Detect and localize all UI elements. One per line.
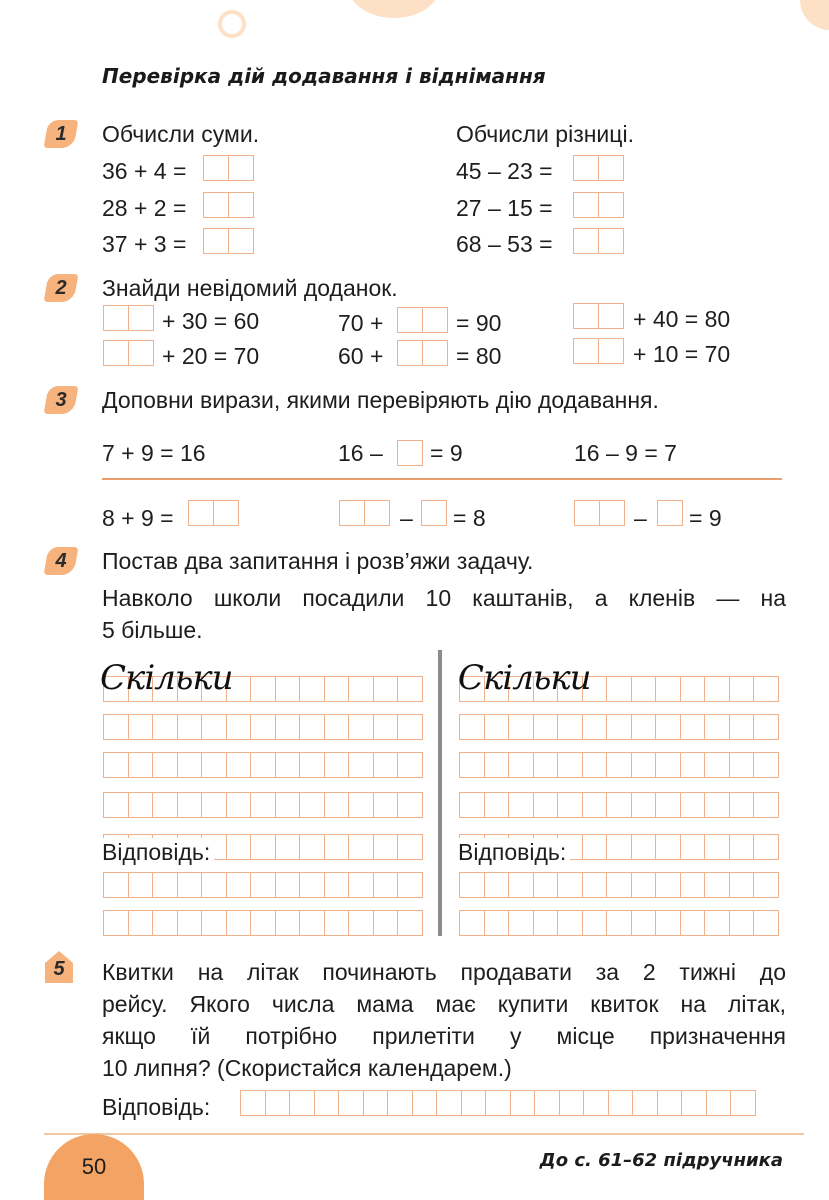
writing-cell[interactable] — [177, 872, 203, 898]
answer-cells[interactable] — [573, 155, 622, 181]
writing-row[interactable] — [459, 792, 778, 818]
writing-cell[interactable] — [582, 910, 608, 936]
writing-cell[interactable] — [201, 910, 227, 936]
writing-cell[interactable] — [557, 872, 583, 898]
writing-cell[interactable] — [324, 676, 350, 702]
writing-cell[interactable] — [753, 910, 779, 936]
writing-cell[interactable] — [655, 910, 681, 936]
writing-cell[interactable] — [704, 910, 730, 936]
writing-cell[interactable] — [753, 676, 779, 702]
writing-cell[interactable] — [373, 834, 399, 860]
answer-cells[interactable] — [421, 500, 446, 526]
writing-cell[interactable] — [508, 714, 534, 740]
writing-cell[interactable] — [152, 752, 178, 778]
equation-text: 16 – 9 = 7 — [574, 440, 677, 466]
writing-cell[interactable] — [459, 714, 485, 740]
writing-row[interactable] — [103, 752, 422, 778]
writing-cell[interactable] — [631, 792, 657, 818]
writing-cell[interactable] — [484, 714, 510, 740]
difference-expression: 68 – 53 = — [456, 231, 553, 257]
answer-cell[interactable] — [608, 1090, 634, 1116]
deco-ring — [218, 10, 246, 38]
answer-cell[interactable] — [338, 1090, 364, 1116]
writing-cell[interactable] — [275, 872, 301, 898]
writing-cell[interactable] — [729, 834, 755, 860]
equation-text: 7 + 9 = 16 — [102, 440, 206, 466]
writing-cell[interactable] — [226, 910, 252, 936]
writing-cell[interactable] — [348, 872, 374, 898]
writing-cell[interactable] — [729, 872, 755, 898]
writing-row[interactable] — [103, 872, 422, 898]
writing-cell[interactable] — [201, 752, 227, 778]
answer-cells[interactable] — [397, 307, 446, 333]
writing-cell[interactable] — [324, 752, 350, 778]
writing-cell[interactable] — [508, 792, 534, 818]
answer-cells[interactable] — [339, 500, 388, 526]
answer-cell[interactable] — [240, 1090, 266, 1116]
answer-cell[interactable] — [289, 1090, 315, 1116]
equation-text: = 9 — [430, 440, 463, 466]
equation-text: 60 + — [338, 343, 384, 369]
writing-cell[interactable] — [704, 792, 730, 818]
writing-cell[interactable] — [348, 714, 374, 740]
answer-cells[interactable] — [203, 192, 252, 218]
sum-expression: 37 + 3 = — [102, 231, 187, 257]
writing-cell[interactable] — [484, 910, 510, 936]
task5-text-line: якщо їй потрібно прилетіти у місце призначення — [102, 1023, 786, 1049]
writing-row[interactable] — [103, 910, 422, 936]
answer-cell[interactable] — [314, 1090, 340, 1116]
writing-cell[interactable] — [324, 714, 350, 740]
task-number-badge: 1 — [44, 120, 79, 148]
answer-cell[interactable] — [387, 1090, 413, 1116]
writing-cell[interactable] — [226, 752, 252, 778]
column-divider — [438, 650, 442, 936]
writing-cell[interactable] — [680, 714, 706, 740]
task-number-badge: 3 — [44, 386, 79, 414]
writing-cell[interactable] — [680, 752, 706, 778]
writing-cell[interactable] — [631, 872, 657, 898]
answer-cell[interactable] — [265, 1090, 291, 1116]
task4-heading: Постав два запитання і розв’яжи задачу. — [102, 548, 534, 574]
writing-cell[interactable] — [606, 834, 632, 860]
answer-cells[interactable] — [573, 338, 622, 364]
answer-cell[interactable] — [485, 1090, 511, 1116]
writing-cell[interactable] — [729, 792, 755, 818]
writing-cell[interactable] — [348, 676, 374, 702]
writing-cell[interactable] — [373, 872, 399, 898]
writing-cell[interactable] — [753, 714, 779, 740]
writing-cell[interactable] — [606, 752, 632, 778]
writing-cell[interactable] — [373, 910, 399, 936]
writing-cell[interactable] — [397, 752, 423, 778]
writing-cell[interactable] — [128, 872, 154, 898]
writing-cell[interactable] — [373, 752, 399, 778]
equation-text: – — [634, 505, 647, 531]
writing-cell[interactable] — [606, 792, 632, 818]
equation-text: + 40 = 80 — [633, 306, 731, 332]
writing-cell[interactable] — [250, 834, 276, 860]
writing-cell[interactable] — [397, 834, 423, 860]
writing-cell[interactable] — [152, 910, 178, 936]
equation-text: 8 + 9 = — [102, 505, 174, 531]
writing-row[interactable] — [459, 910, 778, 936]
writing-cell[interactable] — [680, 872, 706, 898]
equation-text: 70 + — [338, 310, 384, 336]
writing-cell[interactable] — [631, 834, 657, 860]
writing-cell[interactable] — [152, 872, 178, 898]
writing-cell[interactable] — [655, 752, 681, 778]
writing-cell[interactable] — [484, 792, 510, 818]
equation-text: + 30 = 60 — [162, 308, 260, 334]
answer-cell[interactable] — [436, 1090, 462, 1116]
task5-text-line: Квитки на літак починають продавати за 2 тижні до — [102, 959, 786, 985]
task3-heading: Доповни вирази, якими перевіряють дію додавання. — [102, 387, 659, 413]
writing-cell[interactable] — [582, 752, 608, 778]
writing-cell[interactable] — [275, 910, 301, 936]
writing-cell[interactable] — [373, 714, 399, 740]
writing-cell[interactable] — [299, 834, 325, 860]
task5-text-line: 10 липня? (Скористайся календарем.) — [102, 1055, 512, 1081]
task4-problem-line: 5 більше. — [102, 617, 203, 643]
writing-cell[interactable] — [655, 676, 681, 702]
writing-cell[interactable] — [103, 872, 129, 898]
writing-cell[interactable] — [459, 792, 485, 818]
writing-cell[interactable] — [704, 834, 730, 860]
writing-cell[interactable] — [484, 752, 510, 778]
writing-cell[interactable] — [704, 872, 730, 898]
writing-row[interactable] — [459, 872, 778, 898]
writing-cell[interactable] — [753, 872, 779, 898]
writing-cell[interactable] — [397, 872, 423, 898]
task5-text-line: рейсу. Якого числа мама має купити квиток на літак, — [102, 991, 786, 1017]
writing-cell[interactable] — [680, 834, 706, 860]
writing-cell[interactable] — [348, 752, 374, 778]
writing-cell[interactable] — [582, 834, 608, 860]
writing-cell[interactable] — [177, 792, 203, 818]
writing-cell[interactable] — [655, 792, 681, 818]
writing-cell[interactable] — [704, 676, 730, 702]
page-number: 50 — [81, 1154, 107, 1179]
answer-cell[interactable] — [706, 1090, 732, 1116]
answer-cell[interactable] — [657, 1090, 683, 1116]
answer-label: Відповідь: — [102, 838, 214, 866]
writing-cell[interactable] — [606, 872, 632, 898]
writing-cell[interactable] — [606, 714, 632, 740]
writing-cell[interactable] — [275, 752, 301, 778]
answer-cells[interactable] — [573, 192, 622, 218]
answer-cell[interactable] — [510, 1090, 536, 1116]
writing-cell[interactable] — [680, 676, 706, 702]
answer-label: Відповідь: — [458, 838, 570, 866]
writing-cell[interactable] — [606, 676, 632, 702]
writing-cell[interactable] — [557, 910, 583, 936]
answer-cell[interactable] — [730, 1090, 756, 1116]
difference-expression: 45 – 23 = — [456, 158, 553, 184]
writing-cell[interactable] — [373, 792, 399, 818]
writing-cell[interactable] — [299, 714, 325, 740]
writing-cell[interactable] — [557, 752, 583, 778]
writing-cell[interactable] — [397, 792, 423, 818]
writing-cell[interactable] — [631, 752, 657, 778]
writing-cell[interactable] — [226, 714, 252, 740]
answer-cell[interactable] — [559, 1090, 585, 1116]
writing-cell[interactable] — [103, 714, 129, 740]
writing-cell[interactable] — [128, 714, 154, 740]
writing-cell[interactable] — [324, 834, 350, 860]
writing-cell[interactable] — [631, 910, 657, 936]
writing-cell[interactable] — [250, 910, 276, 936]
equation-text: 16 – — [338, 440, 383, 466]
writing-cell[interactable] — [299, 792, 325, 818]
writing-cell[interactable] — [397, 714, 423, 740]
writing-cell[interactable] — [753, 792, 779, 818]
writing-cell[interactable] — [201, 872, 227, 898]
writing-cell[interactable] — [606, 910, 632, 936]
answer-cell[interactable] — [583, 1090, 609, 1116]
writing-cell[interactable] — [152, 714, 178, 740]
writing-cell[interactable] — [484, 872, 510, 898]
writing-cell[interactable] — [753, 834, 779, 860]
writing-cell[interactable] — [533, 714, 559, 740]
task-number-badge: 4 — [44, 547, 79, 575]
answer-label: Відповідь: — [102, 1094, 211, 1120]
writing-cell[interactable] — [177, 910, 203, 936]
writing-cell[interactable] — [557, 792, 583, 818]
writing-cell[interactable] — [631, 714, 657, 740]
answer-cells[interactable] — [657, 500, 682, 526]
writing-cell[interactable] — [152, 792, 178, 818]
textbook-reference: До с. 61–62 підручника — [539, 1150, 783, 1171]
writing-row[interactable] — [459, 714, 778, 740]
writing-cell[interactable] — [533, 792, 559, 818]
writing-cell[interactable] — [729, 752, 755, 778]
equation-text: + 20 = 70 — [162, 343, 260, 369]
writing-cell[interactable] — [459, 872, 485, 898]
writing-cell[interactable] — [324, 910, 350, 936]
sum-expression: 28 + 2 = — [102, 195, 187, 221]
page-title: Перевірка дій додавання і віднімання — [102, 64, 546, 88]
writing-cell[interactable] — [201, 792, 227, 818]
answer-cells[interactable] — [203, 155, 252, 181]
writing-cell[interactable] — [250, 714, 276, 740]
equation-text: = 80 — [456, 343, 502, 369]
answer-cell[interactable] — [363, 1090, 389, 1116]
writing-cell[interactable] — [373, 676, 399, 702]
writing-cell[interactable] — [459, 910, 485, 936]
writing-cell[interactable] — [128, 910, 154, 936]
writing-cell[interactable] — [250, 752, 276, 778]
answer-cell[interactable] — [632, 1090, 658, 1116]
writing-cell[interactable] — [275, 676, 301, 702]
answer-cells[interactable] — [573, 303, 622, 329]
writing-cell[interactable] — [128, 792, 154, 818]
writing-cell[interactable] — [680, 792, 706, 818]
writing-cell[interactable] — [348, 910, 374, 936]
writing-cell[interactable] — [348, 834, 374, 860]
writing-cell[interactable] — [582, 792, 608, 818]
writing-cell[interactable] — [226, 834, 252, 860]
handwritten-word: Скільки — [100, 658, 233, 698]
equation-text: + 10 = 70 — [633, 341, 731, 367]
writing-cell[interactable] — [631, 676, 657, 702]
writing-cell[interactable] — [680, 910, 706, 936]
writing-cell[interactable] — [177, 714, 203, 740]
writing-cell[interactable] — [533, 910, 559, 936]
writing-cell[interactable] — [729, 910, 755, 936]
equation-text: = 90 — [456, 310, 502, 336]
deco-blob-center — [348, 0, 440, 18]
answer-cell[interactable] — [412, 1090, 438, 1116]
deco-blob-right — [800, 0, 829, 30]
writing-cell[interactable] — [128, 752, 154, 778]
writing-cell[interactable] — [275, 714, 301, 740]
task-number-badge: 2 — [44, 274, 79, 302]
writing-cell[interactable] — [704, 714, 730, 740]
writing-cell[interactable] — [704, 752, 730, 778]
equation-text: = 9 — [689, 505, 722, 531]
writing-cell[interactable] — [655, 872, 681, 898]
writing-cell[interactable] — [533, 752, 559, 778]
writing-cell[interactable] — [299, 872, 325, 898]
writing-row[interactable] — [459, 752, 778, 778]
writing-cell[interactable] — [655, 714, 681, 740]
writing-cell[interactable] — [103, 752, 129, 778]
answer-cells[interactable] — [573, 228, 622, 254]
answer-cells[interactable] — [397, 440, 422, 466]
writing-cell[interactable] — [533, 872, 559, 898]
writing-cell[interactable] — [324, 792, 350, 818]
writing-cell[interactable] — [348, 792, 374, 818]
answer-cells[interactable] — [203, 228, 252, 254]
answer-cells[interactable] — [397, 340, 446, 366]
writing-cell[interactable] — [324, 872, 350, 898]
page-number-badge — [44, 1134, 144, 1200]
writing-cell[interactable] — [508, 872, 534, 898]
answer-cell[interactable] — [461, 1090, 487, 1116]
handwritten-word: Скільки — [458, 658, 591, 698]
equation-text: = 8 — [453, 505, 486, 531]
writing-cell[interactable] — [729, 714, 755, 740]
writing-cell[interactable] — [753, 752, 779, 778]
writing-cell[interactable] — [201, 714, 227, 740]
answer-cells[interactable] — [240, 1090, 755, 1116]
answer-cells[interactable] — [574, 500, 623, 526]
equation-text: – — [400, 505, 413, 531]
writing-cell[interactable] — [655, 834, 681, 860]
writing-cell[interactable] — [275, 834, 301, 860]
writing-cell[interactable] — [250, 676, 276, 702]
writing-row[interactable] — [103, 792, 422, 818]
writing-cell[interactable] — [226, 792, 252, 818]
writing-cell[interactable] — [508, 910, 534, 936]
writing-row[interactable] — [103, 714, 422, 740]
task1-left-heading: Обчисли суми. — [102, 121, 260, 147]
writing-cell[interactable] — [582, 872, 608, 898]
writing-cell[interactable] — [250, 872, 276, 898]
writing-cell[interactable] — [397, 910, 423, 936]
task1-right-heading: Обчисли різниці. — [456, 121, 634, 147]
writing-cell[interactable] — [299, 910, 325, 936]
divider-line — [102, 478, 782, 480]
writing-cell[interactable] — [177, 752, 203, 778]
writing-cell[interactable] — [275, 792, 301, 818]
answer-cell[interactable] — [681, 1090, 707, 1116]
writing-cell[interactable] — [397, 676, 423, 702]
writing-cell[interactable] — [508, 752, 534, 778]
answer-cell[interactable] — [534, 1090, 560, 1116]
writing-cell[interactable] — [299, 676, 325, 702]
writing-cell[interactable] — [103, 910, 129, 936]
writing-cell[interactable] — [582, 714, 608, 740]
writing-cell[interactable] — [250, 792, 276, 818]
writing-cell[interactable] — [459, 752, 485, 778]
sum-expression: 36 + 4 = — [102, 158, 187, 184]
writing-cell[interactable] — [729, 676, 755, 702]
task4-problem-line: Навколо школи посадили 10 каштанів, а кленів — на — [102, 585, 786, 611]
task2-heading: Знайди невідомий доданок. — [102, 275, 398, 301]
footer-line — [44, 1133, 804, 1135]
writing-cell[interactable] — [103, 792, 129, 818]
writing-cell[interactable] — [226, 872, 252, 898]
answer-cells[interactable] — [188, 500, 237, 526]
writing-cell[interactable] — [299, 752, 325, 778]
answer-cells[interactable] — [103, 340, 152, 366]
writing-cell[interactable] — [557, 714, 583, 740]
answer-cells[interactable] — [103, 305, 152, 331]
difference-expression: 27 – 15 = — [456, 195, 553, 221]
home-task-badge: 5 — [44, 950, 74, 984]
